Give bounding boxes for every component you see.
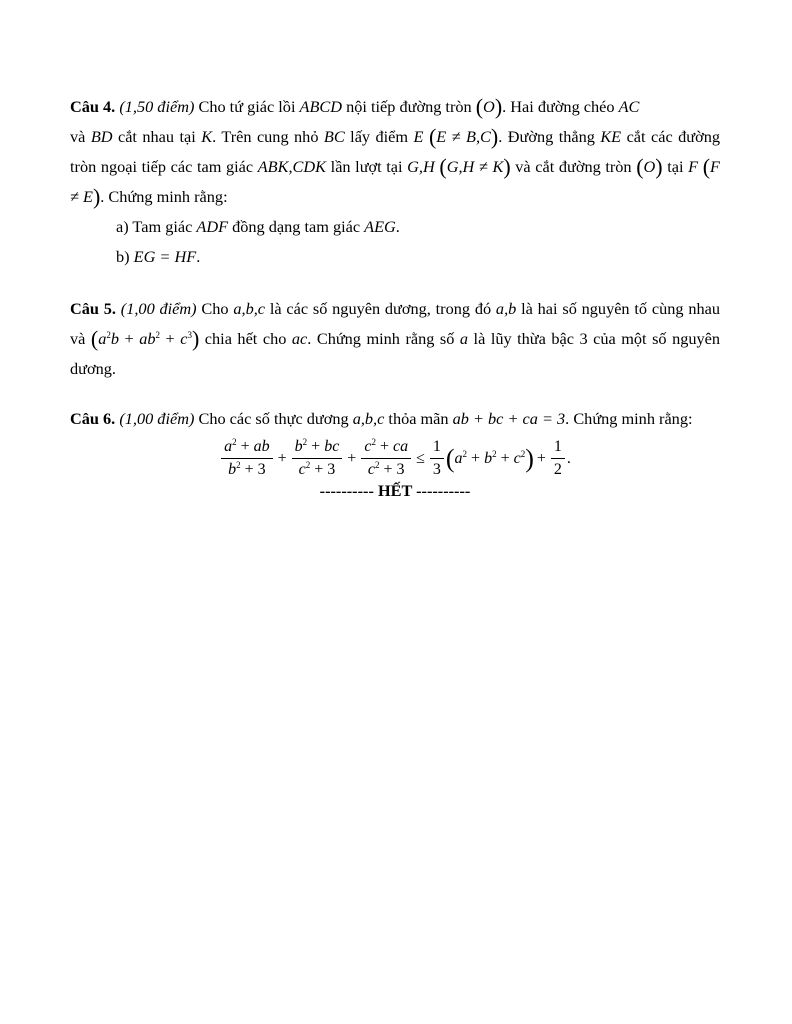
math: ac (291, 329, 308, 348)
fraction-one-third: $\frac{1}{3}$ (430, 438, 444, 479)
text: và (70, 127, 91, 146)
question-5-points: (1,00 điểm) (120, 299, 197, 318)
expression-a2b-ab2-c3: $a^2b + ab^2 + c^3$ (98, 329, 192, 348)
math: G,H ≠ K (446, 157, 504, 176)
fraction-2: $\frac{b^2 + bc}{c^2 + 3}$ (292, 438, 343, 479)
text: thỏa mãn (384, 409, 453, 428)
text: cắt nhau tại (112, 127, 202, 146)
math: ABK,CDK (257, 157, 327, 176)
text: Cho (196, 299, 234, 318)
inequality-formula: $\frac{a^2 + ab}{b^2 + 3}$ + $\frac{b^2 + bc}{c^2 + 3}$ + $\frac{c^2 + ca}{c^2 + 3}$ ≤ $\frac{1}{3}$ ( $a^2 + b^2 + c^2$ ) + $\frac{1}{2}$ . (70, 438, 720, 479)
math: a (459, 329, 469, 348)
question-6 (70, 406, 720, 432)
math: E ≠ B,C (436, 127, 491, 146)
question-4: Câu 4. (1,50 điểm) Cho tứ giác lồi ABCD nội tiếp đường tròn (O). Hai đường chéo AC và BD cắt nhau tại K. Trên cung nhỏ BC lấy điểm E (E ≠ B,C). Đường thẳng KE cắt các đường tròn ngoại tiếp các tam giác ABK,CDK lần lượt tại G,H (G,H ≠ K) và cắt đường tròn (O) tại F (F ≠ E). Chứng minh rằng: (70, 94, 720, 209)
text: tại (662, 157, 689, 176)
math: AEG (364, 217, 396, 236)
text: Cho tứ giác lồi (194, 97, 300, 116)
question-6-label: Câu 6. (70, 409, 116, 428)
text: a) Tam giác (116, 217, 197, 236)
math: F ≠ E (70, 157, 720, 206)
text: là các số nguyên dương, trong đó (265, 299, 496, 318)
text: là lũy thừa bậc 3 của một số nguyên dương. (70, 329, 721, 378)
text: . (395, 217, 400, 236)
math: a,b,c (352, 409, 385, 428)
question-4-part-a (70, 212, 720, 242)
question-4-label: Câu 4. (70, 97, 116, 116)
question-4-points: (1,50 điểm) (119, 97, 195, 116)
math: ab + bc + ca = 3 (452, 409, 566, 428)
math: BD (90, 127, 113, 146)
sum-of-squares: $a^2 + b^2 + c^2$ (454, 448, 526, 467)
text: . Đường thẳng (498, 127, 601, 146)
question-4-part-b (70, 242, 720, 272)
fraction-1: $\frac{a^2 + ab}{b^2 + 3}$ (221, 438, 273, 479)
math: EG = HF (133, 247, 197, 266)
math: K (201, 127, 213, 146)
text: . Trên cung nhỏ (212, 127, 324, 146)
text: nội tiếp đường tròn (342, 97, 476, 116)
question-6-points: (1,00 điểm) (119, 409, 195, 428)
math: KE (600, 127, 622, 146)
text: . Chứng minh rằng: (565, 409, 693, 428)
text: . Chứng minh rằng: (100, 187, 228, 206)
text: lấy điểm (344, 127, 414, 146)
text: lần lượt tại (326, 157, 408, 176)
text: chia hết cho (199, 329, 292, 348)
math: O (643, 157, 656, 176)
math: a,b,c (233, 299, 266, 318)
math: AC (618, 97, 640, 116)
question-5-label: Câu 5. (70, 299, 116, 318)
math: O (483, 97, 495, 116)
math: ABCD (299, 97, 343, 116)
text: . Chứng minh rằng số (307, 329, 460, 348)
math: a,b (495, 299, 517, 318)
math: F (688, 157, 699, 176)
text: đồng dạng tam giác (228, 217, 365, 236)
math: E (413, 127, 424, 146)
math: BC (323, 127, 345, 146)
text: Cho các số thực dương (194, 409, 353, 428)
text: b) (116, 247, 134, 266)
fraction-one-half: $\frac{1}{2}$ (551, 438, 565, 479)
math: ADF (196, 217, 229, 236)
text: . (196, 247, 201, 266)
exam-page (70, 92, 720, 501)
fraction-3: $\frac{c^2 + ca}{c^2 + 3}$ (361, 438, 411, 479)
text: và cắt đường tròn (510, 157, 637, 176)
text: cắt các đường tròn ngoại tiếp các tam giác (70, 127, 720, 176)
question-5: Câu 5. (1,00 điểm) Cho a,b,c là các số nguyên dương, trong đó a,b là hai số nguyên tố cùng nhau và $(a^2b + ab^2 + c^3)$ chia hết cho ac. Chứng minh rằng số a là lũy thừa bậc 3 của một số nguyên dương. (70, 299, 721, 378)
text: là hai số nguyên tố cùng nhau và (70, 299, 720, 348)
math: G,H (407, 157, 435, 176)
end-marker: ---------- HẾT ---------- (319, 481, 471, 500)
text: . Hai đường chéo (502, 97, 619, 116)
